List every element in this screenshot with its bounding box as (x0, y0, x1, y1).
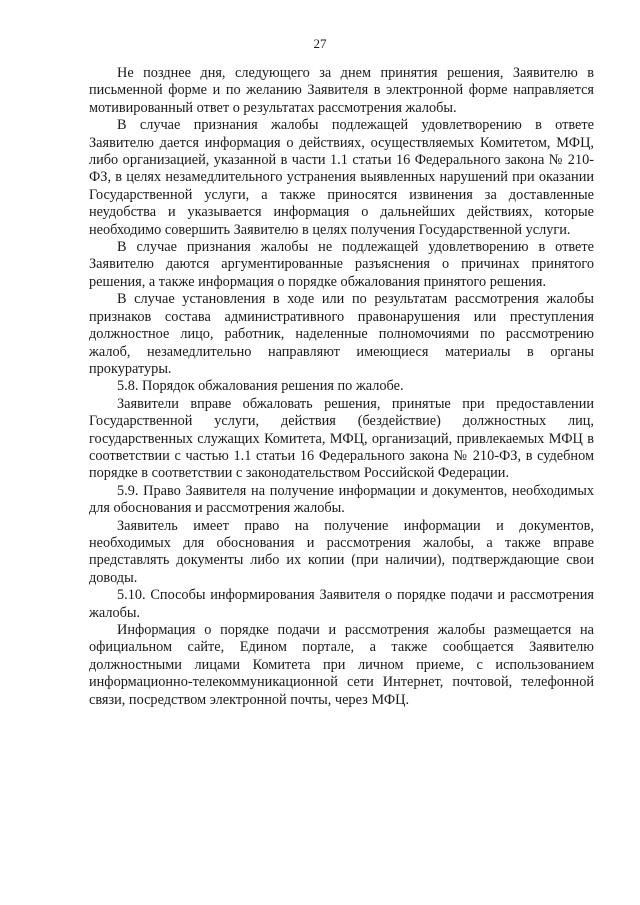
paragraph-complaint-satisfied: В случае признания жалобы подлежащей удовлетворению в ответе Заявителю дается информация о действиях, осуществляемых Комитетом, МФЦ, либо организацией, указанной в части 1.1 статьи 16 Федерального закона № 210-ФЗ, в целях незамедлительного устранения выявленных нарушений при оказании Государственной услуги, а также приносятся извинения за доставленные неудобства и указывается информация о дальнейших действиях, которые необходимо совершить Заявителю в целях получения Государственной услуги. (89, 117, 594, 238)
paragraph-complaint-rejected: В случае признания жалобы не подлежащей удовлетворению в ответе Заявителю даются аргументированные разъяснения о причинах принятого решения, а также информация о порядке обжалования принятого решения. (89, 239, 594, 290)
section-heading-5-10: 5.10. Способы информирования Заявителя о порядке подачи и рассмотрения жалобы. (89, 587, 594, 621)
paragraph-violation-referral: В случае установления в ходе или по результатам рассмотрения жалобы признаков состава административного правонарушения или преступления должностное лицо, работник, наделенные полномочиями по рассмотрению жалоб, незамедлительно направляют имеющиеся материалы в органы прокуратуры. (89, 291, 594, 377)
paragraph-information-channels: Информация о порядке подачи и рассмотрения жалобы размещается на официальном сайте, Едином портале, а также сообщается Заявителю должностными лицами Комитета при личном приеме, с использованием информационно-телекоммуникационной сети Интернет, почтовой, телефонной связи, посредством электронной почты, через МФЦ. (89, 622, 594, 708)
paragraph-court-appeal: Заявители вправе обжаловать решения, принятые при предоставлении Государственной услуги, действия (бездействие) должностных лиц, государственных служащих Комитета, МФЦ, организаций, привлекаемых МФЦ в соответствии с частью 1.1 статьи 16 Федерального закона № 210-ФЗ, в судебном порядке в соответствии с законодательством Российской Федерации. (89, 395, 594, 482)
section-heading-5-8: 5.8. Порядок обжалования решения по жалобе. (117, 378, 404, 395)
document-body (89, 65, 594, 709)
paragraph-response-notice: Не позднее дня, следующего за днем принятия решения, Заявителю в письменной форме и по желанию Заявителя в электронной форме направляется мотивированный ответ о результатах рассмотрения жалобы. (89, 65, 594, 116)
page-number: 27 (313, 36, 327, 51)
section-heading-5-9: 5.9. Право Заявителя на получение информации и документов, необходимых для обоснования и рассмотрения жалобы. (89, 482, 594, 517)
paragraph-right-to-information: Заявитель имеет право на получение информации и документов, необходимых для обоснования и рассмотрения жалобы, а также вправе представлять документы либо их копии (при наличии), подтверждающие свои доводы. (89, 517, 594, 586)
